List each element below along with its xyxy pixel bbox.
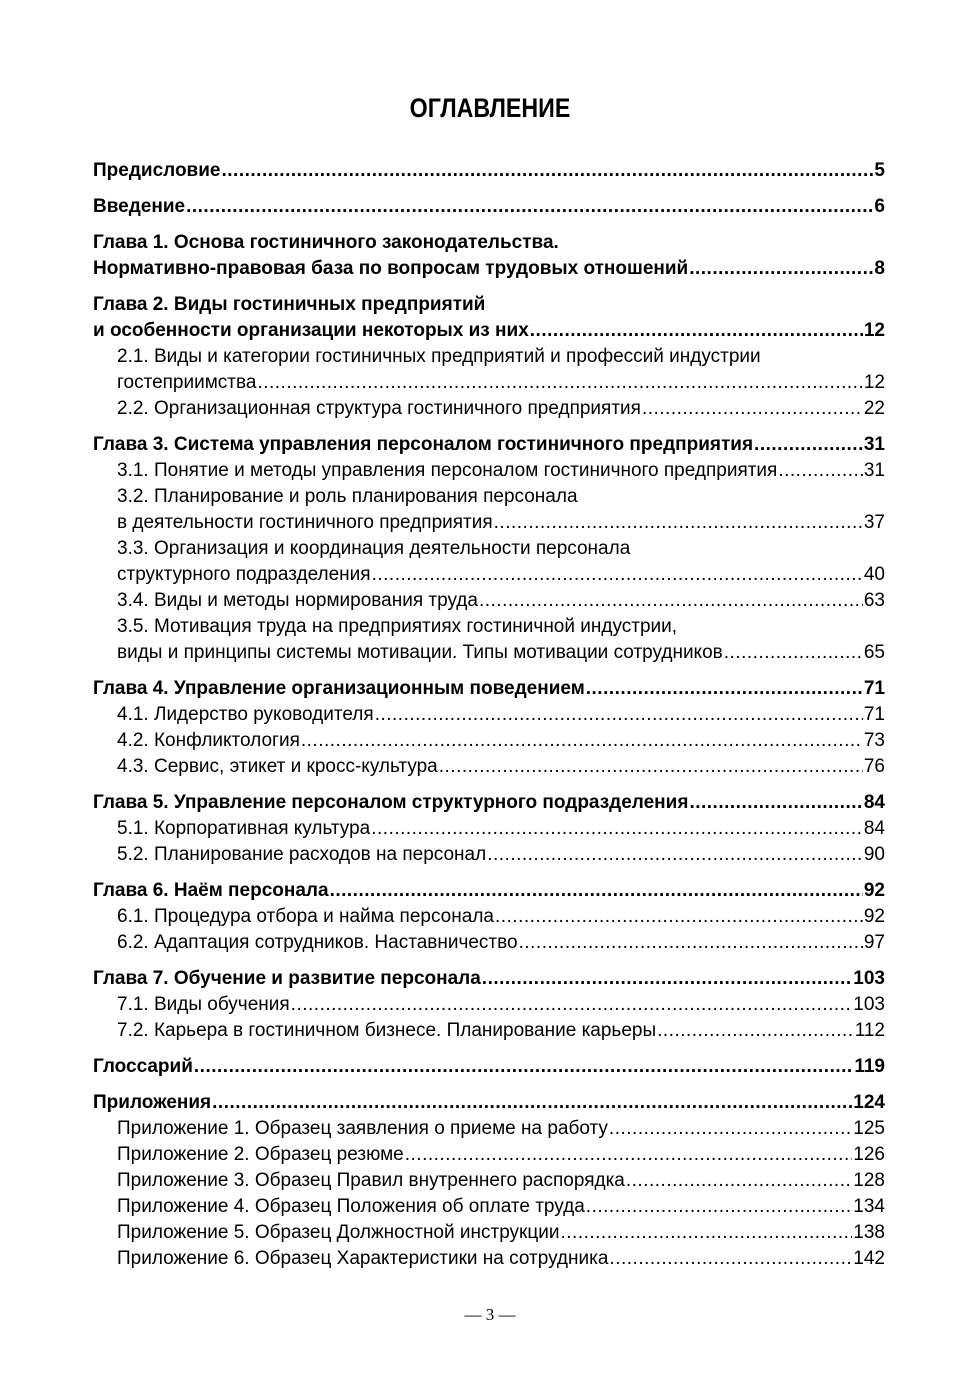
dot-leader — [222, 158, 874, 184]
toc-page-number: 6 — [874, 196, 885, 217]
toc-group — [93, 790, 885, 868]
toc-group — [93, 292, 885, 422]
toc-entry-title: 3.4. Виды и методы нормирования труда — [117, 590, 478, 611]
toc-entry-title: 7.1. Виды обучения — [117, 994, 290, 1015]
toc-section-entry[interactable] — [93, 930, 885, 956]
toc-section-entry[interactable] — [93, 904, 885, 930]
toc-section-entry[interactable] — [93, 562, 885, 588]
toc-entry-title: 4.3. Сервис, этикет и кросс-культура — [117, 756, 438, 777]
dot-leader — [482, 966, 853, 992]
toc-group — [93, 966, 885, 1044]
toc-chapter-entry[interactable] — [93, 790, 885, 816]
toc-chapter-entry[interactable] — [93, 676, 885, 702]
toc-entry-title: в деятельности гостиничного предприятия — [117, 512, 493, 533]
toc-page-number: 103 — [853, 994, 885, 1015]
toc-page-number: 142 — [853, 1248, 885, 1269]
toc-entry-title: 2.2. Организационная структура гостиничного предприятия — [117, 398, 641, 419]
toc-page-number: 138 — [853, 1222, 885, 1243]
toc-entry-first-line: 3.2. Планирование и роль планирования персонала — [117, 486, 578, 507]
toc-section-entry[interactable] — [93, 1246, 885, 1272]
toc-section-entry[interactable] — [93, 754, 885, 780]
dot-leader — [586, 676, 863, 702]
toc-section-entry[interactable] — [93, 1142, 885, 1168]
toc-entry-title: и особенности организации некоторых из них — [93, 320, 529, 341]
toc-entry-first-line: Глава 1. Основа гостиничного законодательства. — [93, 232, 559, 253]
dot-leader — [439, 754, 863, 780]
dot-leader — [405, 1142, 853, 1168]
dot-leader — [479, 588, 863, 614]
dot-leader — [372, 562, 863, 588]
toc-entry-title: 6.2. Адаптация сотрудников. Наставничество — [117, 932, 518, 953]
dot-leader — [487, 842, 863, 868]
toc-chapter-entry[interactable] — [93, 318, 885, 344]
toc-entry-first-line: 2.1. Виды и категории гостиничных предприятий и профессий индустрии — [117, 346, 761, 367]
toc-page-number: 8 — [874, 258, 885, 279]
toc-section-entry[interactable] — [93, 1116, 885, 1142]
toc-page-number: 97 — [863, 932, 885, 953]
toc-chapter-entry[interactable] — [93, 256, 885, 282]
dot-leader — [657, 1018, 854, 1044]
toc-chapter-entry[interactable] — [93, 432, 885, 458]
toc-page-number: 40 — [863, 564, 885, 585]
toc-page-number: 22 — [863, 398, 885, 419]
toc-page-number: 5 — [874, 160, 885, 181]
toc-group — [93, 1054, 885, 1080]
dot-leader — [586, 1194, 853, 1220]
dot-leader — [724, 640, 863, 666]
dot-leader — [519, 930, 863, 956]
toc-page-number: 12 — [863, 372, 885, 393]
toc-section-entry[interactable] — [93, 1018, 885, 1044]
toc-entry-title: гостеприимства — [117, 372, 257, 393]
toc-entry-title: 5.2. Планирование расходов на персонал — [117, 844, 487, 865]
toc-entry-title: Глава 5. Управление персоналом структурного подразделения — [93, 792, 689, 813]
toc-page-number: 63 — [863, 590, 885, 611]
table-of-contents — [93, 158, 885, 1282]
toc-chapter-entry[interactable] — [93, 194, 885, 220]
dot-leader — [642, 396, 863, 422]
dot-leader — [560, 1220, 852, 1246]
toc-entry-title: Приложение 6. Образец Характеристики на сотрудника — [117, 1248, 609, 1269]
dot-leader — [689, 790, 862, 816]
toc-section-entry[interactable] — [93, 370, 885, 396]
toc-group — [93, 158, 885, 184]
toc-entry-title: 7.2. Карьера в гостиничном бизнесе. Планирование карьеры — [117, 1020, 657, 1041]
dot-leader — [194, 1054, 853, 1080]
toc-group — [93, 230, 885, 282]
toc-section-entry[interactable] — [93, 588, 885, 614]
toc-section-entry[interactable] — [93, 842, 885, 868]
toc-page-number: 103 — [853, 968, 885, 989]
toc-page-number: 37 — [863, 512, 885, 533]
toc-chapter-entry[interactable] — [93, 878, 885, 904]
toc-page-number: 76 — [863, 756, 885, 777]
toc-entry-title: 5.1. Корпоративная культура — [117, 818, 371, 839]
toc-section-entry[interactable] — [93, 702, 885, 728]
toc-page-number: 119 — [854, 1056, 885, 1077]
toc-chapter-entry[interactable] — [93, 966, 885, 992]
dot-leader — [626, 1168, 852, 1194]
dot-leader — [330, 878, 863, 904]
toc-page-number: 90 — [863, 844, 885, 865]
dot-leader — [494, 510, 863, 536]
page-title: ОГЛАВЛЕНИЕ — [409, 93, 571, 123]
toc-page-number: 92 — [863, 906, 885, 927]
toc-entry-title: Приложение 3. Образец Правил внутреннего распорядка — [117, 1170, 625, 1191]
toc-page-number: 92 — [863, 880, 885, 901]
toc-page-number: 71 — [863, 704, 885, 725]
dot-leader — [291, 992, 853, 1018]
toc-page-number: 84 — [863, 818, 885, 839]
toc-entry-title: Приложения — [93, 1092, 212, 1113]
toc-page-number: 31 — [863, 434, 885, 455]
toc-section-entry[interactable] — [93, 510, 885, 536]
toc-section-entry[interactable] — [93, 1220, 885, 1246]
dot-leader — [301, 728, 863, 754]
toc-page-number: 73 — [863, 730, 885, 751]
toc-entry-title: Глава 4. Управление организационным поведением — [93, 678, 585, 699]
toc-group — [93, 194, 885, 220]
toc-page-number: 134 — [853, 1196, 885, 1217]
toc-page-number: 84 — [863, 792, 885, 813]
toc-page-number: 124 — [853, 1092, 885, 1113]
toc-entry-title: Приложение 4. Образец Положения об оплате труда — [117, 1196, 585, 1217]
toc-entry-title: Введение — [93, 196, 186, 217]
toc-entry-title: Предисловие — [93, 160, 221, 181]
toc-entry-title: структурного подразделения — [117, 564, 371, 585]
dot-leader — [754, 432, 863, 458]
toc-entry-first-line: 3.5. Мотивация труда на предприятиях гостиничной индустрии, — [117, 616, 678, 637]
toc-group — [93, 432, 885, 666]
toc-entry-title: Приложение 5. Образец Должностной инструкции — [117, 1222, 560, 1243]
toc-page-number: 112 — [854, 1020, 885, 1041]
dot-leader — [371, 816, 863, 842]
toc-entry-title: 3.1. Понятие и методы управления персоналом гостиничного предприятия — [117, 460, 778, 481]
dot-leader — [689, 256, 873, 282]
toc-entry-first-line: 3.3. Организация и координация деятельности персонала — [117, 538, 631, 559]
toc-page-number: 126 — [853, 1144, 885, 1165]
toc-section-entry[interactable] — [93, 640, 885, 666]
toc-entry-title: Нормативно-правовая база по вопросам трудовых отношений — [93, 258, 689, 279]
toc-section-entry[interactable] — [93, 1194, 885, 1220]
dot-leader — [530, 318, 863, 344]
toc-entry-title: Глоссарий — [93, 1056, 193, 1077]
toc-chapter-entry[interactable] — [93, 158, 885, 184]
toc-page-number: 12 — [863, 320, 885, 341]
toc-section-entry[interactable] — [93, 1168, 885, 1194]
dot-leader — [778, 458, 863, 484]
toc-entry-title: Глава 3. Система управления персоналом гостиничного предприятия — [93, 434, 754, 455]
toc-page-number: 125 — [853, 1118, 885, 1139]
toc-page-number: 71 — [863, 678, 885, 699]
toc-section-entry[interactable] — [93, 816, 885, 842]
toc-entry-title: Глава 7. Обучение и развитие персонала — [93, 968, 481, 989]
toc-section-entry[interactable] — [93, 992, 885, 1018]
dot-leader — [257, 370, 862, 396]
toc-group — [93, 1090, 885, 1272]
toc-section-entry[interactable] — [93, 396, 885, 422]
toc-section-entry[interactable] — [93, 728, 885, 754]
dot-leader — [495, 904, 863, 930]
dot-leader — [212, 1090, 852, 1116]
dot-leader — [609, 1116, 852, 1142]
page-number: — 3 — — [464, 1305, 516, 1324]
toc-chapter-entry[interactable] — [93, 1090, 885, 1116]
toc-entry-title: 4.2. Конфликтология — [117, 730, 300, 751]
toc-entry-title: 4.1. Лидерство руководителя — [117, 704, 374, 725]
toc-page-number: 65 — [863, 642, 885, 663]
dot-leader — [375, 702, 863, 728]
toc-entry-title: Приложение 1. Образец заявления о приеме на работу — [117, 1118, 608, 1139]
toc-entry-title: виды и принципы системы мотивации. Типы мотивации сотрудников — [117, 642, 723, 663]
toc-entry-title: Глава 6. Наём персонала — [93, 880, 329, 901]
dot-leader — [609, 1246, 852, 1272]
toc-group — [93, 878, 885, 956]
dot-leader — [186, 194, 873, 220]
toc-group — [93, 676, 885, 780]
toc-page-number: 31 — [863, 460, 885, 481]
toc-section-entry[interactable] — [93, 458, 885, 484]
toc-chapter-entry[interactable] — [93, 1054, 885, 1080]
toc-entry-first-line: Глава 2. Виды гостиничных предприятий — [93, 294, 486, 315]
toc-entry-title: 6.1. Процедура отбора и найма персонала — [117, 906, 494, 927]
toc-page-number: 128 — [853, 1170, 885, 1191]
toc-entry-title: Приложение 2. Образец резюме — [117, 1144, 404, 1165]
